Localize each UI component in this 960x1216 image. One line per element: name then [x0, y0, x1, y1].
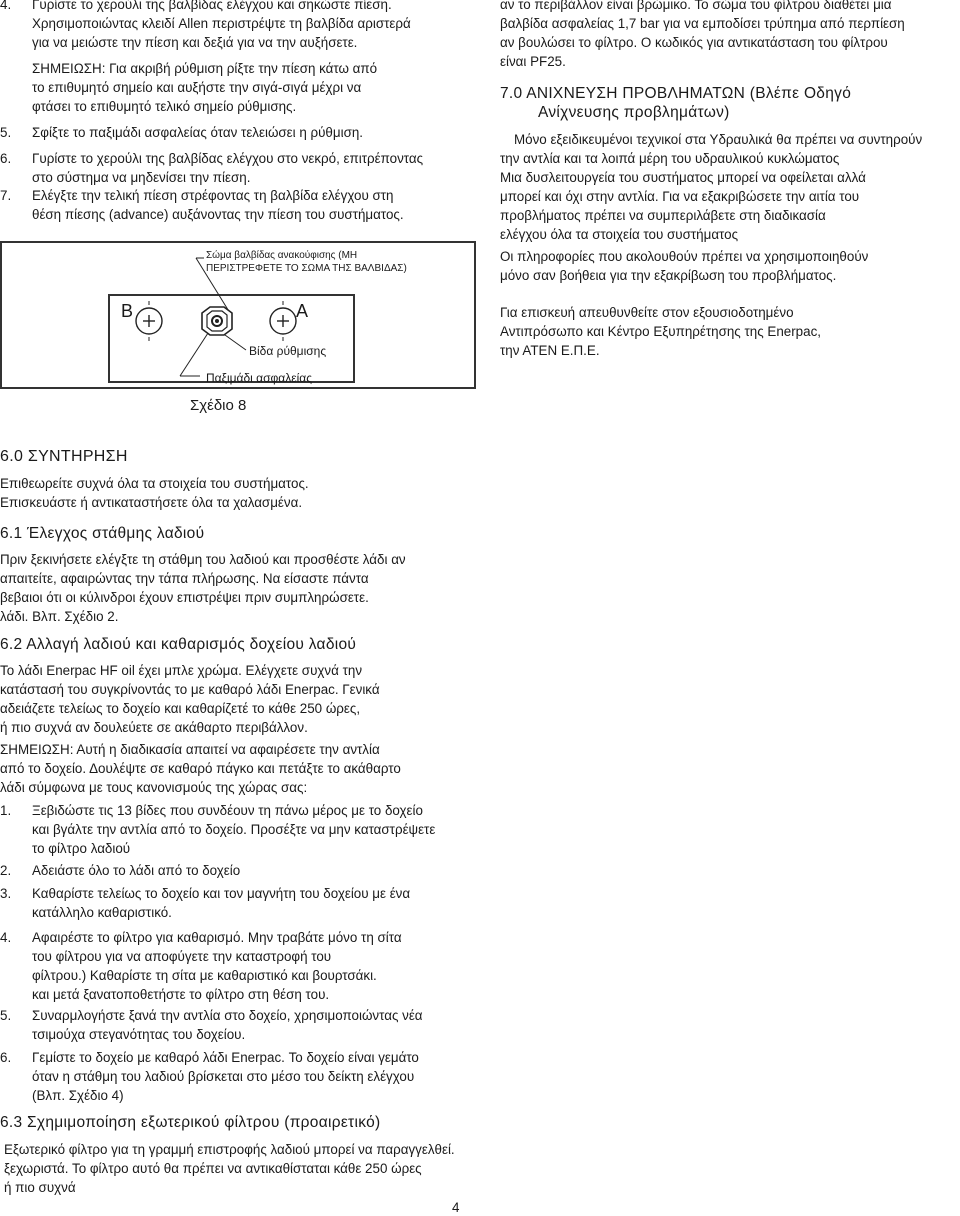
subsection-heading: 6.2 Αλλαγή λαδιού και καθαρισμός δοχείου λαδιού: [0, 636, 357, 653]
instruction-text: θέση πίεσης (advance) αυξάνοντας την πίεση του συστήματος.: [32, 207, 404, 222]
body-text: Μόνο εξειδικευμένοι τεχνικοί στα Υδραυλικά θα πρέπει να συντηρούν: [514, 132, 923, 147]
note-text: λάδι σύμφωνα με τους κανονισμούς της χώρας σας:: [0, 780, 308, 795]
instruction-text: Ελέγξτε την τελική πίεση στρέφοντας τη βαλβίδα ελέγχου στη: [32, 188, 394, 203]
step-number: 5.: [0, 1008, 12, 1023]
note-text: ΣΗΜΕΙΩΣΗ: Αυτή η διαδικασία απαιτεί να αφαιρέσετε την αντλία: [0, 742, 380, 757]
step-text: Καθαρίστε τελείως το δοχείο και τον μαγνήτη του δοχείου με ένα: [32, 886, 411, 901]
body-text: την αντλία και τα λοιπά μέρη του υδραυλικού κυκλώματος: [500, 151, 840, 166]
body-text: αδειάζετε τελείως το δοχείο και καθαρίζετέ το κάθε 250 ώρες,: [0, 701, 361, 716]
step-number: 6.: [0, 151, 12, 166]
instruction-text: για να μειώστε την πίεση και δεξιά για να την αυξήσετε.: [32, 35, 358, 50]
step-text: φίλτρου.) Καθαρίστε τη σίτα με καθαριστικό και βουρτσάκι.: [32, 968, 377, 983]
body-text: Για επισκευή απευθυνθείτε στον εξουσιοδοτημένο: [500, 305, 794, 320]
section-heading: 6.0 ΣΥΝΤΗΡΗΣΗ: [0, 448, 128, 465]
figure-caption: Σχέδιο 8: [190, 397, 247, 414]
step-number: 3.: [0, 886, 12, 901]
valve-diagram-lines: [0, 0, 480, 420]
body-text: βαλβίδα ασφαλείας 1,7 bar για να εμποδίσει τρύπημα από περπίεση: [500, 16, 905, 31]
step-text: κατάλληλο καθαριστικό.: [32, 905, 172, 920]
subsection-heading: 6.1 Έλεγχος στάθμης λαδιού: [0, 525, 205, 542]
step-number: 4.: [0, 930, 12, 945]
step-number: 7.: [0, 188, 12, 203]
body-text: κατάστασή του συγκρίνοντάς το με καθαρό λάδι Enerpac. Γενικά: [0, 682, 380, 697]
step-text: (Βλπ. Σχέδιο 4): [32, 1088, 124, 1103]
body-text: μόνο σαν βοήθεια για την εξακρίβωση του προβλήματος.: [500, 268, 837, 283]
valve-body-label: ΠΕΡΙΣΤΡΕΦΕΤΕ ΤΟ ΣΩΜΑ ΤΗΣ ΒΑΛΒΙΔΑΣ): [206, 263, 407, 274]
note-text: το επιθυμητό σημείο και αυξήστε την σιγά-σιγά μέχρι να: [32, 80, 362, 95]
body-text: ξεχωριστά. Το φίλτρο αυτό θα πρέπει να αντικαθίσταται κάθε 250 ώρες: [4, 1161, 422, 1176]
valve-body-label: Σώμα βαλβίδας ανακούφισης (ΜΗ: [206, 250, 358, 261]
body-text: είναι PF25.: [500, 54, 566, 69]
body-text: αν το περιβάλλον είναι βρώμικο. Το σώμα του φίλτρου διαθέτει μια: [500, 0, 892, 12]
section-heading: 7.0 ΑΝΙΧΝΕΥΣΗ ΠΡΟΒΛΗΜΑΤΩΝ (Βλέπε Οδηγό: [500, 85, 852, 102]
step-number: 5.: [0, 125, 12, 140]
body-text: την ΑΤΕΝ Ε.Π.Ε.: [500, 343, 600, 358]
step-text: Αδειάστε όλο το λάδι από το δοχείο: [32, 863, 241, 878]
body-text: απαιτείτε, αφαιρώντας την τάπα πλήρωσης. Να είσαστε πάντα: [0, 571, 369, 586]
step-number: 2.: [0, 863, 12, 878]
step-text: του φίλτρου για να αποφύγετε την καταστροφή του: [32, 949, 332, 964]
port-label-b: B: [121, 301, 134, 321]
step-text: Αφαιρέστε το φίλτρο για καθαρισμό. Μην τραβάτε μόνο τη σίτα: [32, 930, 402, 945]
subsection-heading: 6.3 Σχημιμοποίηση εξωτερικού φίλτρου (προαιρετικό): [0, 1114, 381, 1131]
note-text: από το δοχείο. Δουλέψτε σε καθαρό πάγκο και πετάξτε το ακάθαρτο: [0, 761, 401, 776]
body-text: ή πιο συχνά: [4, 1180, 76, 1195]
step-text: Γεμίστε το δοχείο με καθαρό λάδι Enerpac. Το δοχείο είναι γεμάτο: [32, 1050, 419, 1065]
note-text: φτάσει το επιθυμητό τελικό σημείο ρύθμισης.: [32, 99, 297, 114]
step-number: 6.: [0, 1050, 12, 1065]
step-number: 4.: [0, 0, 12, 12]
step-text: Ξεβιδώστε τις 13 βίδες που συνδέουν τη πάνω μέρος με το δοχείο: [32, 803, 423, 818]
step-number: 1.: [0, 803, 12, 818]
body-text: προβλήματος πρέπει να συμπεριλάβετε στη διαδικασία: [500, 208, 826, 223]
body-text: μπορεί και όχι στην αντλία. Για να εξακριβώσετε την αιτία του: [500, 189, 860, 204]
body-text: λάδι. Βλπ. Σχέδιο 2.: [0, 609, 119, 624]
step-text: Συναρμλογήστε ξανά την αντλία στο δοχείο, χρησιμοποιώντας νέα: [32, 1008, 423, 1023]
step-text: το φίλτρο λαδιού: [32, 841, 131, 856]
instruction-text: Χρησιμοποιώντας κλειδί Allen περιστρέψτε τη βαλβίδα αριστερά: [32, 16, 411, 31]
body-text: ελέγχου όλα τα στοιχεία του συστήματος: [500, 227, 739, 242]
lock-nut-label: Παξιμάδι ασφαλείας: [206, 371, 312, 385]
body-text: Οι πληροφορίες που ακολουθούν πρέπει να χρησιμοποιηθούν: [500, 249, 869, 264]
adjusting-screw-label: Βίδα ρύθμισης: [249, 344, 327, 358]
body-text: Μια δυσλειτουργεία του συστήματος μπορεί να οφείλεται αλλά: [500, 170, 866, 185]
note-text: ΣΗΜΕΙΩΣΗ: Για ακριβή ρύθμιση ρίξτε την πίεση κάτω από: [32, 61, 378, 76]
step-text: και μετά ξανατοποθετήστε το φίλτρο στη θέση του.: [32, 987, 330, 1002]
port-label-a: A: [296, 301, 309, 321]
instruction-text: Γυρίστε το χερούλι της βαλβίδας ελέγχου και σηκώστε πίεση.: [32, 0, 392, 12]
instruction-text: Γυρίστε το χερούλι της βαλβίδας ελέγχου στο νεκρό, επιτρέποντας: [32, 151, 424, 166]
body-text: Επισκευάστε ή αντικαταστήσετε όλα τα χαλασμένα.: [0, 495, 303, 510]
body-text: ή πιο συχνά αν δουλεύετε σε ακάθαρτο περιβάλλον.: [0, 720, 308, 735]
body-text: βεβαιοι ότι οι κύλινδροι έχουν επιστρέψει πριν συμπληρώσετε.: [0, 590, 369, 605]
body-text: Πριν ξεκινήσετε ελέγξτε τη στάθμη του λαδιού και προσθέστε λάδι αν: [0, 552, 406, 567]
step-text: τσιμούχα στεγανότητας του δοχείου.: [32, 1027, 246, 1042]
body-text: Επιθεωρείτε συχνά όλα τα στοιχεία του συστήματος.: [0, 476, 309, 491]
instruction-text: Σφίξτε το παξιμάδι ασφαλείας όταν τελειώσει η ρύθμιση.: [32, 125, 364, 140]
body-text: Εξωτερικό φίλτρο για τη γραμμή επιστροφής λαδιού μπορεί να παραγγελθεί.: [4, 1142, 455, 1157]
section-heading: Ανίχνευσης προβλημάτων): [538, 104, 730, 121]
body-text: αν βουλώσει το φίλτρο. Ο κωδικός για αντικατάσταση του φίλτρου: [500, 35, 888, 50]
body-text: Αντιπρόσωπο και Κέντρο Εξυπηρέτησης της Enerpac,: [500, 324, 821, 339]
step-text: και βγάλτε την αντλία από το δοχείο. Προσέξτε να μην καταστρέψετε: [32, 822, 436, 837]
page-number: 4: [452, 1200, 460, 1215]
step-text: όταν η στάθμη του λαδιού βρίσκεται στο μέσο του δείκτη ελέγχου: [32, 1069, 415, 1084]
body-text: Το λάδι Enerpac HF oil έχει μπλε χρώμα. Ελέγχετε συχνά την: [0, 663, 363, 678]
instruction-text: στο σύστημα να μηδενίσει την πίεση.: [32, 170, 251, 185]
